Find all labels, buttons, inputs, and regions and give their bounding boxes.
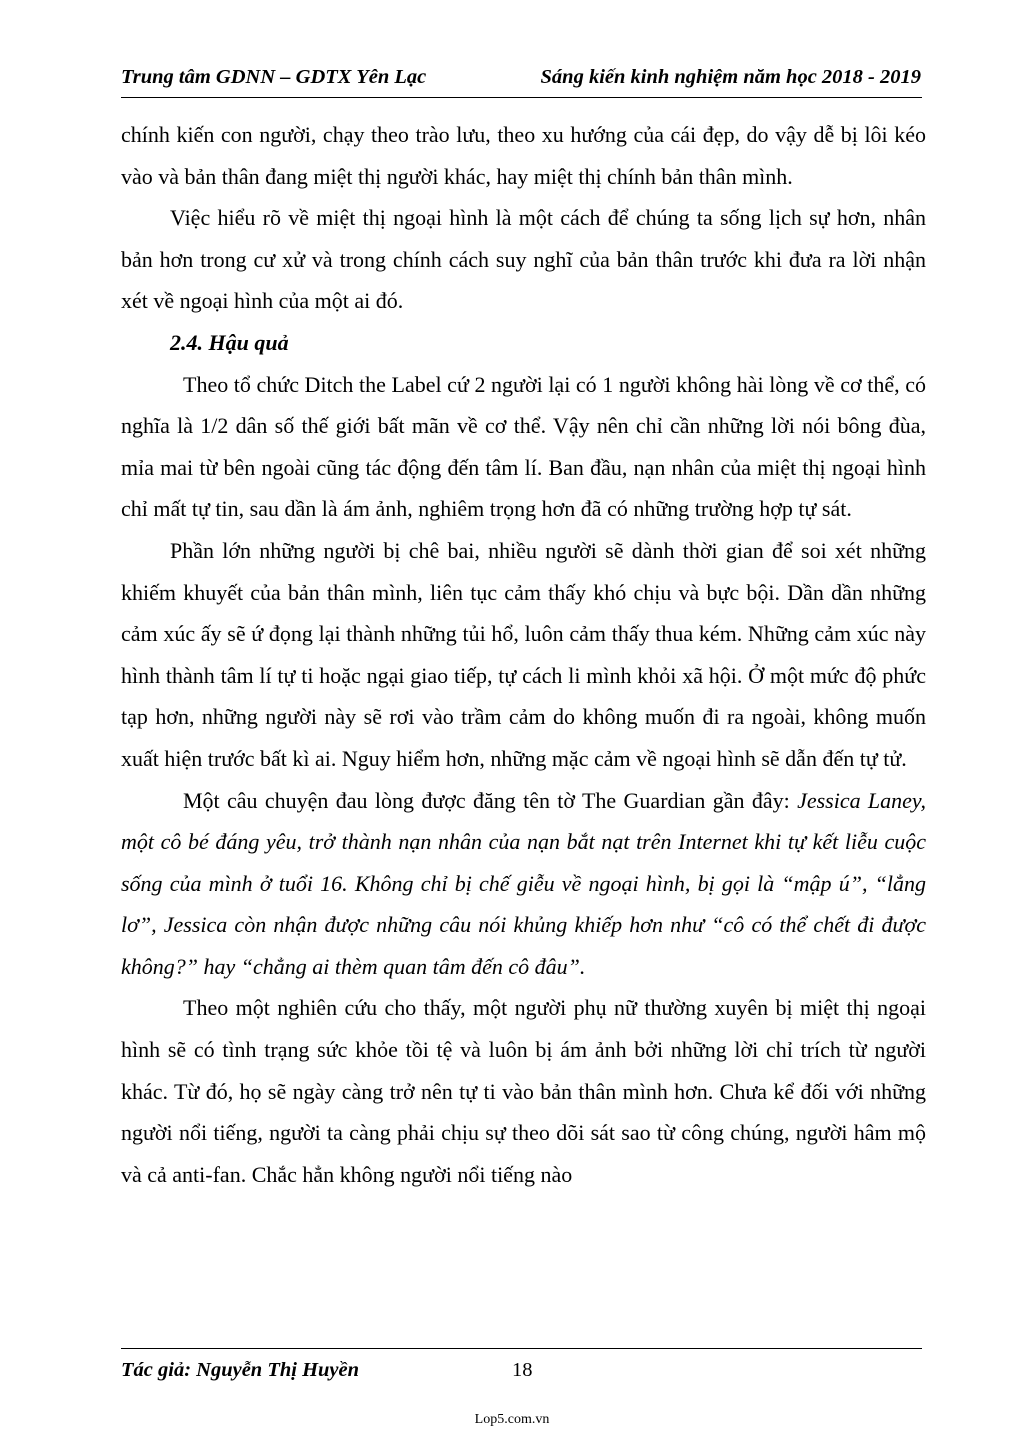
- paragraph-5: [121, 780, 926, 988]
- page-body: [121, 114, 926, 1195]
- section-heading: 2.4. Hậu quả: [170, 329, 289, 355]
- footer-rule: [121, 1348, 922, 1349]
- paragraph-5-lead: Một câu chuyện đau lòng được đăng tên tờ The Guardian gần đây:: [183, 787, 798, 813]
- source-watermark: Lop5.com.vn: [474, 1412, 550, 1427]
- paragraph-4: Phần lớn những người bị chê bai, nhiều người sẽ dành thời gian để soi xét những khiếm khuyết của bản thân mình, liên tục cảm thấy khó chịu và bực bội. Dần dần những cảm xúc ấy sẽ ứ đọng lại thành những tủi hổ, luôn cảm thấy thua kém. Những cảm xúc này hình thành tâm lí tự ti hoặc ngại giao tiếp, tự cách li mình khỏi xã hội. Ở một mức độ phức tạp hơn, những người này sẽ rơi vào trầm cảm do không muốn đi ra ngoài, không muốn xuất hiện trước bất kì ai. Nguy hiểm hơn, những mặc cảm về ngoại hình sẽ dẫn đến tự tử.: [121, 537, 926, 771]
- page-header: [121, 60, 921, 94]
- header-institution: Trung tâm GDNN – GDTX Yên Lạc: [121, 66, 427, 88]
- header-rule: [121, 97, 922, 98]
- paragraph-3: Theo tổ chức Ditch the Label cứ 2 người lại có 1 người không hài lòng về cơ thể, có nghĩa là 1/2 dân số thế giới bất mãn về cơ thể. Vậy nên chỉ cần những lời nói bông đùa, mỉa mai từ bên ngoài cũng tác động đến tâm lí. Ban đầu, nạn nhân của miệt thị ngoại hình chỉ mất tự tin, sau dần là ám ảnh, nghiêm trọng hơn đã có những trường hợp tự sát.: [121, 371, 926, 522]
- header-document-title: Sáng kiến kinh nghiệm năm học 2018 - 2019: [540, 66, 921, 88]
- footer-author: Tác giả: Nguyễn Thị Huyền: [121, 1359, 360, 1381]
- page-number: 18: [512, 1359, 533, 1381]
- paragraph-5-quote: Jessica Laney, một cô bé đáng yêu, trở thành nạn nhân của nạn bắt nạt trên Internet khi tự kết liễu cuộc sống của mình ở tuổi 16. Không chỉ bị chế giễu về ngoại hình, bị gọi là “mập ú”, “lẳng lơ”, Jessica còn nhận được những câu nói khủng khiếp hơn như “cô có thể chết đi được không?” hay “chẳng ai thèm quan tâm đến cô đâu”.: [121, 787, 926, 979]
- paragraph-1: chính kiến con người, chạy theo trào lưu, theo xu hướng của cái đẹp, do vậy dễ bị lôi kéo vào và bản thân đang miệt thị người khác, hay miệt thị chính bản thân mình.: [121, 122, 926, 189]
- paragraph-6: Theo một nghiên cứu cho thấy, một người phụ nữ thường xuyên bị miệt thị ngoại hình sẽ có tình trạng sức khỏe tồi tệ và luôn bị ám ảnh bởi những lời chỉ trích từ người khác. Từ đó, họ sẽ ngày càng trở nên tự ti vào bản thân mình hơn. Chưa kể đối với những người nổi tiếng, người ta càng phải chịu sự theo dõi sát sao từ công chúng, người hâm mộ và cả anti-fan. Chắc hẳn không người nổi tiếng nào: [121, 995, 926, 1187]
- paragraph-2: Việc hiểu rõ về miệt thị ngoại hình là một cách để chúng ta sống lịch sự hơn, nhân bản hơn trong cư xử và trong chính cách suy nghĩ của bản thân trước khi đưa ra lời nhận xét về ngoại hình của một ai đó.: [121, 205, 926, 314]
